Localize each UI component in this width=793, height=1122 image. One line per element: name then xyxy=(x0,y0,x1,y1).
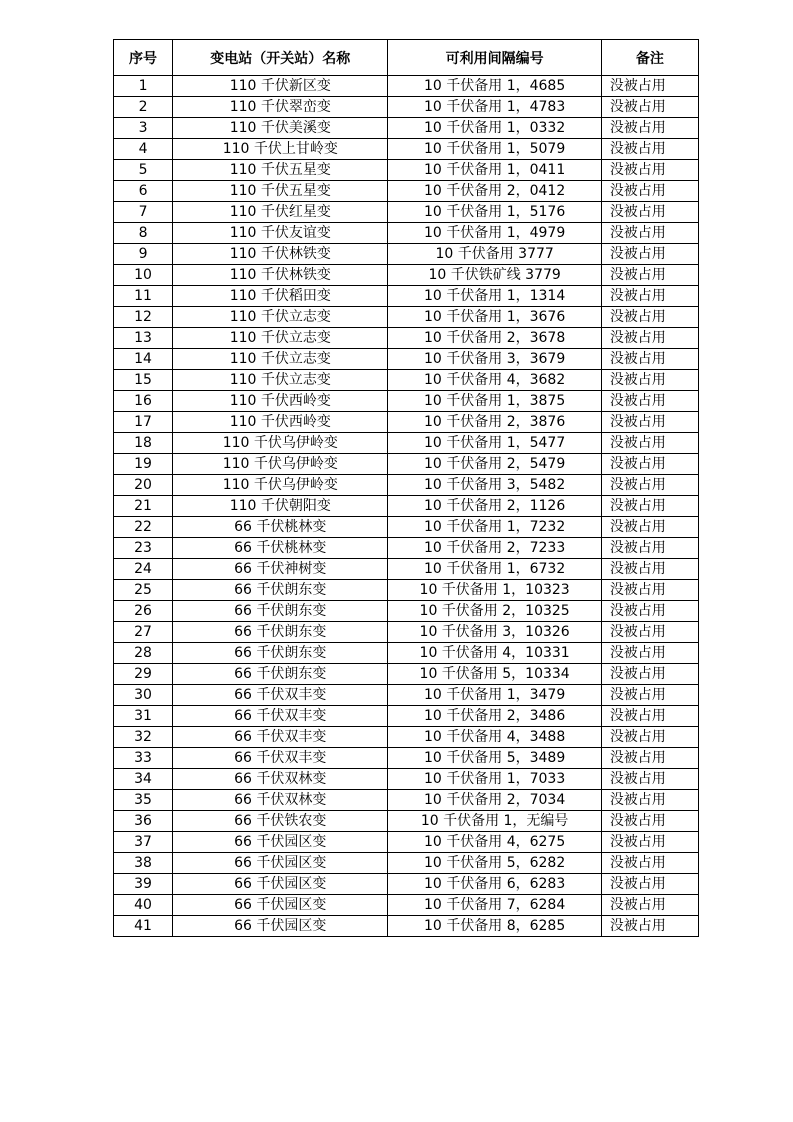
cell-index: 20 xyxy=(114,475,173,496)
table-row xyxy=(114,790,699,811)
cell-interval-number: 10 千伏备用 1，1314 xyxy=(388,286,601,307)
table-row xyxy=(114,475,699,496)
cell-interval-number: 10 千伏备用 3777 xyxy=(388,244,601,265)
cell-index: 25 xyxy=(114,580,173,601)
header-index: 序号 xyxy=(114,40,173,76)
table-row xyxy=(114,118,699,139)
cell-substation-name: 110 千伏林铁变 xyxy=(173,244,388,265)
cell-interval-number: 10 千伏备用 3，10326 xyxy=(388,622,601,643)
cell-interval-number: 10 千伏备用 2，5479 xyxy=(388,454,601,475)
cell-substation-name: 66 千伏双林变 xyxy=(173,790,388,811)
cell-substation-name: 66 千伏桃林变 xyxy=(173,517,388,538)
cell-index: 24 xyxy=(114,559,173,580)
cell-remark: 没被占用 xyxy=(601,244,698,265)
table-row xyxy=(114,412,699,433)
cell-substation-name: 66 千伏双丰变 xyxy=(173,748,388,769)
cell-substation-name: 110 千伏林铁变 xyxy=(173,265,388,286)
table-row xyxy=(114,916,699,937)
cell-remark: 没被占用 xyxy=(601,223,698,244)
table-row xyxy=(114,328,699,349)
table-row xyxy=(114,895,699,916)
cell-remark: 没被占用 xyxy=(601,475,698,496)
cell-substation-name: 66 千伏朗东变 xyxy=(173,601,388,622)
cell-index: 5 xyxy=(114,160,173,181)
table-row xyxy=(114,559,699,580)
cell-substation-name: 66 千伏朗东变 xyxy=(173,622,388,643)
cell-index: 23 xyxy=(114,538,173,559)
cell-interval-number: 10 千伏备用 1，3875 xyxy=(388,391,601,412)
cell-remark: 没被占用 xyxy=(601,76,698,97)
cell-substation-name: 66 千伏朗东变 xyxy=(173,643,388,664)
cell-substation-name: 110 千伏朝阳变 xyxy=(173,496,388,517)
table-row xyxy=(114,181,699,202)
cell-remark: 没被占用 xyxy=(601,622,698,643)
cell-interval-number: 10 千伏备用 1，3479 xyxy=(388,685,601,706)
cell-interval-number: 10 千伏备用 1，0332 xyxy=(388,118,601,139)
cell-remark: 没被占用 xyxy=(601,874,698,895)
cell-remark: 没被占用 xyxy=(601,769,698,790)
cell-interval-number: 10 千伏备用 1，5176 xyxy=(388,202,601,223)
cell-index: 1 xyxy=(114,76,173,97)
cell-index: 4 xyxy=(114,139,173,160)
cell-substation-name: 66 千伏朗东变 xyxy=(173,580,388,601)
table-row xyxy=(114,580,699,601)
cell-index: 2 xyxy=(114,97,173,118)
cell-index: 21 xyxy=(114,496,173,517)
cell-remark: 没被占用 xyxy=(601,265,698,286)
cell-remark: 没被占用 xyxy=(601,391,698,412)
cell-remark: 没被占用 xyxy=(601,433,698,454)
cell-substation-name: 66 千伏园区变 xyxy=(173,895,388,916)
table-row xyxy=(114,286,699,307)
cell-remark: 没被占用 xyxy=(601,97,698,118)
cell-index: 14 xyxy=(114,349,173,370)
cell-index: 17 xyxy=(114,412,173,433)
cell-substation-name: 110 千伏立志变 xyxy=(173,307,388,328)
table-row xyxy=(114,748,699,769)
cell-interval-number: 10 千伏备用 1，5477 xyxy=(388,433,601,454)
cell-substation-name: 110 千伏立志变 xyxy=(173,370,388,391)
cell-substation-name: 110 千伏乌伊岭变 xyxy=(173,454,388,475)
cell-index: 33 xyxy=(114,748,173,769)
cell-interval-number: 10 千伏备用 3，5482 xyxy=(388,475,601,496)
table-body xyxy=(114,76,699,937)
cell-index: 30 xyxy=(114,685,173,706)
cell-substation-name: 66 千伏园区变 xyxy=(173,853,388,874)
cell-interval-number: 10 千伏备用 5，10334 xyxy=(388,664,601,685)
cell-remark: 没被占用 xyxy=(601,853,698,874)
cell-index: 9 xyxy=(114,244,173,265)
cell-index: 39 xyxy=(114,874,173,895)
table-row xyxy=(114,496,699,517)
cell-remark: 没被占用 xyxy=(601,727,698,748)
table-row xyxy=(114,244,699,265)
cell-index: 26 xyxy=(114,601,173,622)
table-row xyxy=(114,685,699,706)
cell-interval-number: 10 千伏备用 2，0412 xyxy=(388,181,601,202)
cell-remark: 没被占用 xyxy=(601,328,698,349)
cell-substation-name: 66 千伏朗东变 xyxy=(173,664,388,685)
cell-interval-number: 10 千伏备用 3，3679 xyxy=(388,349,601,370)
cell-index: 12 xyxy=(114,307,173,328)
cell-substation-name: 110 千伏友谊变 xyxy=(173,223,388,244)
cell-remark: 没被占用 xyxy=(601,181,698,202)
header-interval-number: 可利用间隔编号 xyxy=(388,40,601,76)
table-row xyxy=(114,433,699,454)
cell-remark: 没被占用 xyxy=(601,139,698,160)
table-row xyxy=(114,874,699,895)
cell-interval-number: 10 千伏备用 5，3489 xyxy=(388,748,601,769)
cell-index: 6 xyxy=(114,181,173,202)
cell-remark: 没被占用 xyxy=(601,811,698,832)
cell-remark: 没被占用 xyxy=(601,643,698,664)
cell-index: 27 xyxy=(114,622,173,643)
cell-index: 10 xyxy=(114,265,173,286)
table-row xyxy=(114,643,699,664)
cell-substation-name: 66 千伏双丰变 xyxy=(173,685,388,706)
cell-interval-number: 10 千伏备用 8，6285 xyxy=(388,916,601,937)
cell-interval-number: 10 千伏备用 1，4979 xyxy=(388,223,601,244)
cell-substation-name: 110 千伏上甘岭变 xyxy=(173,139,388,160)
table-row xyxy=(114,139,699,160)
table-row xyxy=(114,622,699,643)
table-header-row xyxy=(114,40,699,76)
cell-interval-number: 10 千伏备用 4，3488 xyxy=(388,727,601,748)
cell-interval-number: 10 千伏备用 1，5079 xyxy=(388,139,601,160)
table-row xyxy=(114,349,699,370)
cell-interval-number: 10 千伏备用 5，6282 xyxy=(388,853,601,874)
cell-interval-number: 10 千伏备用 2，3486 xyxy=(388,706,601,727)
cell-interval-number: 10 千伏备用 6，6283 xyxy=(388,874,601,895)
cell-substation-name: 110 千伏新区变 xyxy=(173,76,388,97)
cell-substation-name: 110 千伏五星变 xyxy=(173,181,388,202)
cell-remark: 没被占用 xyxy=(601,916,698,937)
cell-substation-name: 110 千伏西岭变 xyxy=(173,391,388,412)
header-substation-name: 变电站（开关站）名称 xyxy=(173,40,388,76)
cell-substation-name: 110 千伏西岭变 xyxy=(173,412,388,433)
cell-substation-name: 110 千伏稻田变 xyxy=(173,286,388,307)
table-row xyxy=(114,391,699,412)
cell-substation-name: 110 千伏乌伊岭变 xyxy=(173,433,388,454)
cell-interval-number: 10 千伏备用 1，10323 xyxy=(388,580,601,601)
table-row xyxy=(114,202,699,223)
cell-interval-number: 10 千伏备用 1，无编号 xyxy=(388,811,601,832)
cell-index: 37 xyxy=(114,832,173,853)
table-row xyxy=(114,370,699,391)
cell-interval-number: 10 千伏备用 1，4685 xyxy=(388,76,601,97)
cell-interval-number: 10 千伏备用 4，3682 xyxy=(388,370,601,391)
cell-interval-number: 10 千伏备用 1，3676 xyxy=(388,307,601,328)
substation-interval-table xyxy=(113,39,699,937)
cell-substation-name: 66 千伏双林变 xyxy=(173,769,388,790)
cell-interval-number: 10 千伏备用 7，6284 xyxy=(388,895,601,916)
cell-interval-number: 10 千伏备用 1，0411 xyxy=(388,160,601,181)
cell-remark: 没被占用 xyxy=(601,496,698,517)
cell-index: 32 xyxy=(114,727,173,748)
cell-substation-name: 110 千伏立志变 xyxy=(173,349,388,370)
cell-index: 19 xyxy=(114,454,173,475)
cell-remark: 没被占用 xyxy=(601,454,698,475)
cell-remark: 没被占用 xyxy=(601,118,698,139)
table-row xyxy=(114,769,699,790)
cell-remark: 没被占用 xyxy=(601,790,698,811)
cell-substation-name: 66 千伏双丰变 xyxy=(173,706,388,727)
cell-remark: 没被占用 xyxy=(601,559,698,580)
cell-interval-number: 10 千伏铁矿线 3779 xyxy=(388,265,601,286)
table-row xyxy=(114,307,699,328)
cell-interval-number: 10 千伏备用 1，7232 xyxy=(388,517,601,538)
cell-index: 28 xyxy=(114,643,173,664)
cell-substation-name: 110 千伏美溪变 xyxy=(173,118,388,139)
cell-index: 34 xyxy=(114,769,173,790)
cell-substation-name: 110 千伏乌伊岭变 xyxy=(173,475,388,496)
cell-substation-name: 66 千伏桃林变 xyxy=(173,538,388,559)
cell-interval-number: 10 千伏备用 1，6732 xyxy=(388,559,601,580)
cell-index: 18 xyxy=(114,433,173,454)
cell-index: 13 xyxy=(114,328,173,349)
cell-remark: 没被占用 xyxy=(601,286,698,307)
cell-substation-name: 66 千伏园区变 xyxy=(173,874,388,895)
cell-interval-number: 10 千伏备用 2，1126 xyxy=(388,496,601,517)
table-row xyxy=(114,454,699,475)
table-row xyxy=(114,853,699,874)
cell-index: 3 xyxy=(114,118,173,139)
cell-interval-number: 10 千伏备用 2，7034 xyxy=(388,790,601,811)
cell-remark: 没被占用 xyxy=(601,202,698,223)
cell-index: 15 xyxy=(114,370,173,391)
cell-index: 36 xyxy=(114,811,173,832)
cell-interval-number: 10 千伏备用 4，6275 xyxy=(388,832,601,853)
cell-index: 35 xyxy=(114,790,173,811)
cell-index: 16 xyxy=(114,391,173,412)
cell-index: 31 xyxy=(114,706,173,727)
table-row xyxy=(114,832,699,853)
cell-index: 7 xyxy=(114,202,173,223)
cell-remark: 没被占用 xyxy=(601,685,698,706)
cell-substation-name: 66 千伏园区变 xyxy=(173,916,388,937)
table-row xyxy=(114,76,699,97)
cell-index: 29 xyxy=(114,664,173,685)
cell-substation-name: 110 千伏翠峦变 xyxy=(173,97,388,118)
table-row xyxy=(114,538,699,559)
cell-substation-name: 110 千伏五星变 xyxy=(173,160,388,181)
cell-index: 22 xyxy=(114,517,173,538)
cell-index: 41 xyxy=(114,916,173,937)
cell-remark: 没被占用 xyxy=(601,412,698,433)
table-row xyxy=(114,664,699,685)
cell-substation-name: 66 千伏园区变 xyxy=(173,832,388,853)
cell-index: 11 xyxy=(114,286,173,307)
cell-remark: 没被占用 xyxy=(601,832,698,853)
table-row xyxy=(114,160,699,181)
cell-interval-number: 10 千伏备用 1，4783 xyxy=(388,97,601,118)
cell-interval-number: 10 千伏备用 2，7233 xyxy=(388,538,601,559)
cell-remark: 没被占用 xyxy=(601,349,698,370)
cell-substation-name: 66 千伏双丰变 xyxy=(173,727,388,748)
cell-remark: 没被占用 xyxy=(601,706,698,727)
cell-remark: 没被占用 xyxy=(601,538,698,559)
cell-interval-number: 10 千伏备用 2，3678 xyxy=(388,328,601,349)
cell-index: 8 xyxy=(114,223,173,244)
cell-remark: 没被占用 xyxy=(601,307,698,328)
cell-remark: 没被占用 xyxy=(601,748,698,769)
cell-interval-number: 10 千伏备用 1，7033 xyxy=(388,769,601,790)
table-row xyxy=(114,265,699,286)
cell-remark: 没被占用 xyxy=(601,370,698,391)
table-row xyxy=(114,223,699,244)
cell-interval-number: 10 千伏备用 2，3876 xyxy=(388,412,601,433)
cell-substation-name: 66 千伏铁农变 xyxy=(173,811,388,832)
table-row xyxy=(114,97,699,118)
cell-remark: 没被占用 xyxy=(601,895,698,916)
cell-index: 40 xyxy=(114,895,173,916)
cell-substation-name: 66 千伏神树变 xyxy=(173,559,388,580)
table-row xyxy=(114,706,699,727)
table-row xyxy=(114,601,699,622)
cell-substation-name: 110 千伏红星变 xyxy=(173,202,388,223)
cell-interval-number: 10 千伏备用 2，10325 xyxy=(388,601,601,622)
cell-remark: 没被占用 xyxy=(601,601,698,622)
table-row xyxy=(114,811,699,832)
cell-remark: 没被占用 xyxy=(601,517,698,538)
cell-remark: 没被占用 xyxy=(601,160,698,181)
cell-substation-name: 110 千伏立志变 xyxy=(173,328,388,349)
table-row xyxy=(114,727,699,748)
cell-remark: 没被占用 xyxy=(601,664,698,685)
cell-interval-number: 10 千伏备用 4，10331 xyxy=(388,643,601,664)
cell-index: 38 xyxy=(114,853,173,874)
table-row xyxy=(114,517,699,538)
cell-remark: 没被占用 xyxy=(601,580,698,601)
header-remark: 备注 xyxy=(601,40,698,76)
